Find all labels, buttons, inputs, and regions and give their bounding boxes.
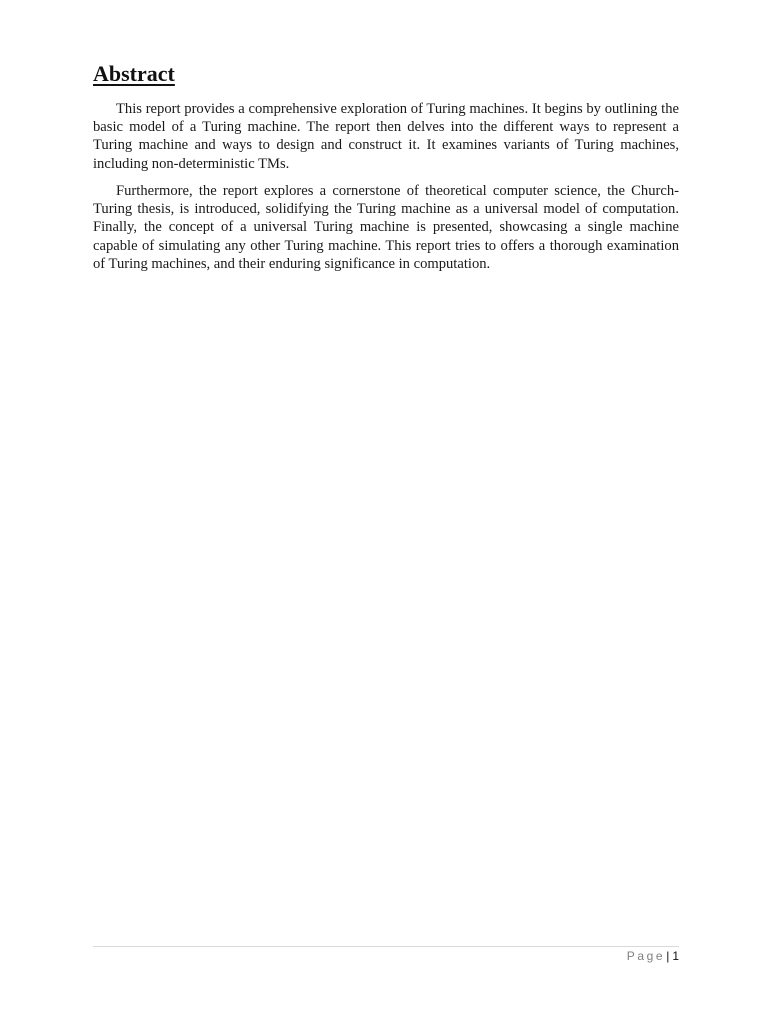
abstract-heading: Abstract [93,61,175,86]
abstract-paragraph-2: Furthermore, the report explores a cornerstone of theoretical computer science, the Church-Turing thesis, is introduced, solidifying the Turing machine as a universal model of computation. Finally, the concept of a universal Turing machine is presented, showcasing a single machine capable of simulating any other Turing machine. This report tries to offers a thorough examination of Turing machines, and their enduring significance in computation. [93,183,679,272]
page-footer [627,948,679,964]
page-number: 1 [672,949,679,963]
page-separator: | [666,949,670,963]
footer-divider [93,946,679,947]
abstract-paragraph-1: This report provides a comprehensive exploration of Turing machines. It begins by outlining the basic model of a Turing machine. The report then delves into the different ways to represent a Turing machine and ways to design and construct it. It examines variants of Turing machines, including non-deterministic TMs. [93,101,679,172]
page-label: Page [626,949,666,963]
